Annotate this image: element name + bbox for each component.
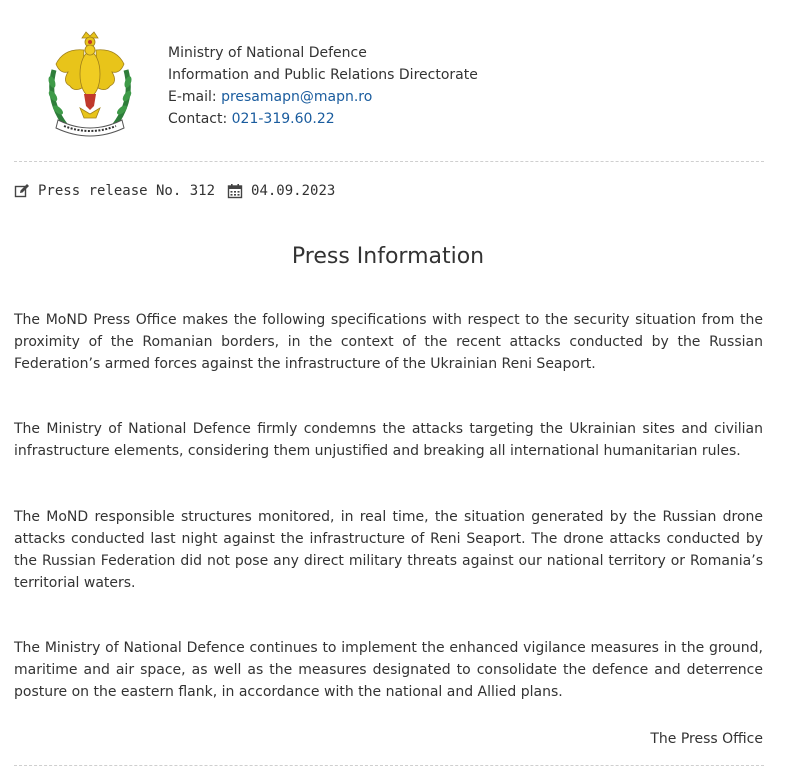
footer-divider bbox=[14, 765, 764, 766]
email-label: E-mail: bbox=[168, 89, 222, 105]
press-release-date: 04.09.2023 bbox=[251, 183, 336, 199]
press-release-number: Press release No. 312 bbox=[38, 183, 216, 199]
paragraph-2: The Ministry of National Defence firmly condemns the attacks targeting the Ukrainian sites and civilian infrastructure elements, considering them unjustified and breaking all international humanitarian rules. bbox=[14, 421, 763, 459]
coat-of-arms-logo bbox=[44, 30, 136, 142]
contact-label: Contact: bbox=[168, 111, 232, 127]
signature: The Press Office bbox=[650, 731, 763, 747]
phone-link[interactable]: 021-319.60.22 bbox=[231, 111, 335, 127]
directorate-name: Information and Public Relations Directorate bbox=[168, 67, 478, 83]
contact-block bbox=[168, 42, 478, 130]
calendar-icon bbox=[227, 183, 243, 199]
paragraph-1: The MoND Press Office makes the following specifications with respect to the security situation from the proximity of the Romanian borders, in the context of the recent attacks conducted by the Russian Federation’s armed forces against the infrastructure of the Ukrainian Reni Seaport. bbox=[14, 312, 763, 372]
email-line bbox=[168, 86, 478, 108]
paragraph-4: The Ministry of National Defence continues to implement the enhanced vigilance measures in the ground, maritime and air space, as well as the measures designated to consolidate the defence and deterrence posture on the eastern flank, in accordance with the national and Allied plans. bbox=[14, 640, 763, 700]
paragraph-3: The MoND responsible structures monitored, in real time, the situation generated by the Russian drone attacks conducted last night against the infrastructure of Reni Seaport. The drone attacks conducted by the Russian Federation did not pose any direct military threats against our national territory or Romania’s territorial waters. bbox=[14, 509, 763, 591]
email-link[interactable]: presamapn@mapn.ro bbox=[221, 89, 373, 105]
header-divider bbox=[14, 161, 764, 162]
page-title: Press Information bbox=[291, 244, 485, 269]
press-release-meta bbox=[14, 183, 335, 199]
edit-icon bbox=[14, 183, 30, 199]
header bbox=[14, 28, 764, 146]
contact-line bbox=[168, 108, 478, 130]
ministry-name: Ministry of National Defence bbox=[168, 45, 367, 61]
